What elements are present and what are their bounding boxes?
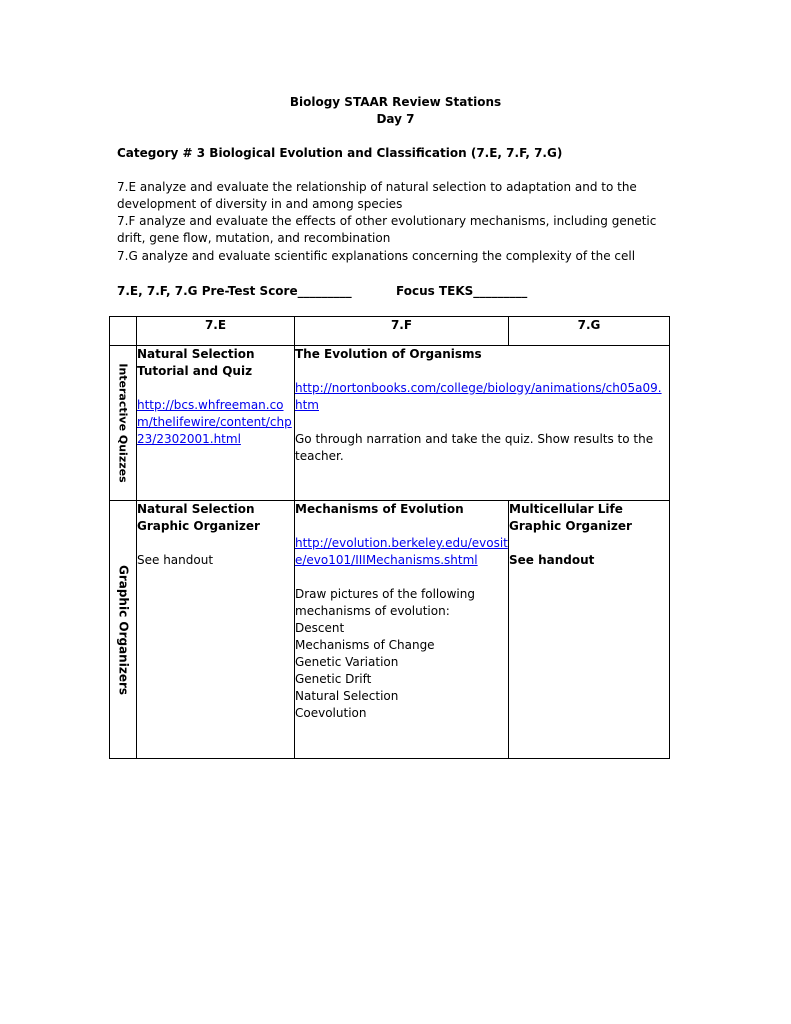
row-label-cell [110,501,137,759]
quiz-7e-link[interactable]: http://bcs.whfreeman.com/thelifewire/content/chp23/2302001.html [137,398,292,446]
row-label-interactive-quizzes: Interactive Quizzes [116,363,130,483]
organizer-7f-title: Mechanisms of Evolution [295,502,464,516]
standard-7g: 7.G analyze and evaluate scientific explanations concerning the complexity of the cell [117,249,636,263]
cell-7e-organizer [137,501,295,759]
list-item: Genetic Drift [295,672,372,686]
header-7f: 7.F [295,317,509,346]
table-header-row [110,317,670,346]
header-7g: 7.G [509,317,670,346]
row-label-graphic-organizers: Graphic Organizers [116,564,131,695]
standard-7f: 7.F analyze and evaluate the effects of other evolutionary mechanisms, including genetic drift, gene flow, mutation, and recombination [117,214,657,245]
list-item: Descent [295,621,345,635]
list-item: Natural Selection [295,689,399,703]
organizer-7e-title: Natural Selection Graphic Organizer [137,502,260,533]
document-title: Biology STAAR Review Stations [289,95,502,109]
table-row [110,346,670,501]
cell-7f-organizer [295,501,509,759]
list-item: Mechanisms of Change [295,638,435,652]
quiz-7f-link[interactable]: http://nortonbooks.com/college/biology/animations/ch05a09.htm [295,381,662,412]
organizer-7e-text: See handout [137,553,214,567]
row-label-cell [110,346,137,501]
header-7e: 7.E [137,317,295,346]
cell-7f-quiz [295,346,670,501]
cell-7g-organizer [509,501,670,759]
organizer-7f-link[interactable]: http://evolution.berkeley.edu/evosite/evo101/IIIMechanisms.shtml [295,536,508,567]
organizer-7f-intro: Draw pictures of the following mechanisms of evolution: [295,587,475,618]
table-row [110,501,670,759]
cell-7e-quiz [137,346,295,501]
quiz-7e-title: Natural Selection Tutorial and Quiz [137,347,255,378]
standard-7e: 7.E analyze and evaluate the relationship of natural selection to adaptation and to the development of diversity in and among species [117,180,637,211]
quiz-7f-instructions: Go through narration and take the quiz. Show results to the teacher. [295,432,654,463]
document-subtitle: Day 7 [376,112,415,126]
organizer-7g-title: Multicellular Life Graphic Organizer [509,502,632,533]
pretest-score-line: 7.E, 7.F, 7.G Pre-Test Score_________ [117,284,352,298]
focus-teks-line: Focus TEKS_________ [396,284,528,298]
list-item: Coevolution [295,706,367,720]
header-empty [110,317,137,346]
stations-table [109,316,670,759]
organizer-7g-text: See handout [509,553,595,567]
category-heading: Category # 3 Biological Evolution and Classification (7.E, 7.F, 7.G) [117,146,563,160]
quiz-7f-title: The Evolution of Organisms [295,347,482,361]
list-item: Genetic Variation [295,655,399,669]
